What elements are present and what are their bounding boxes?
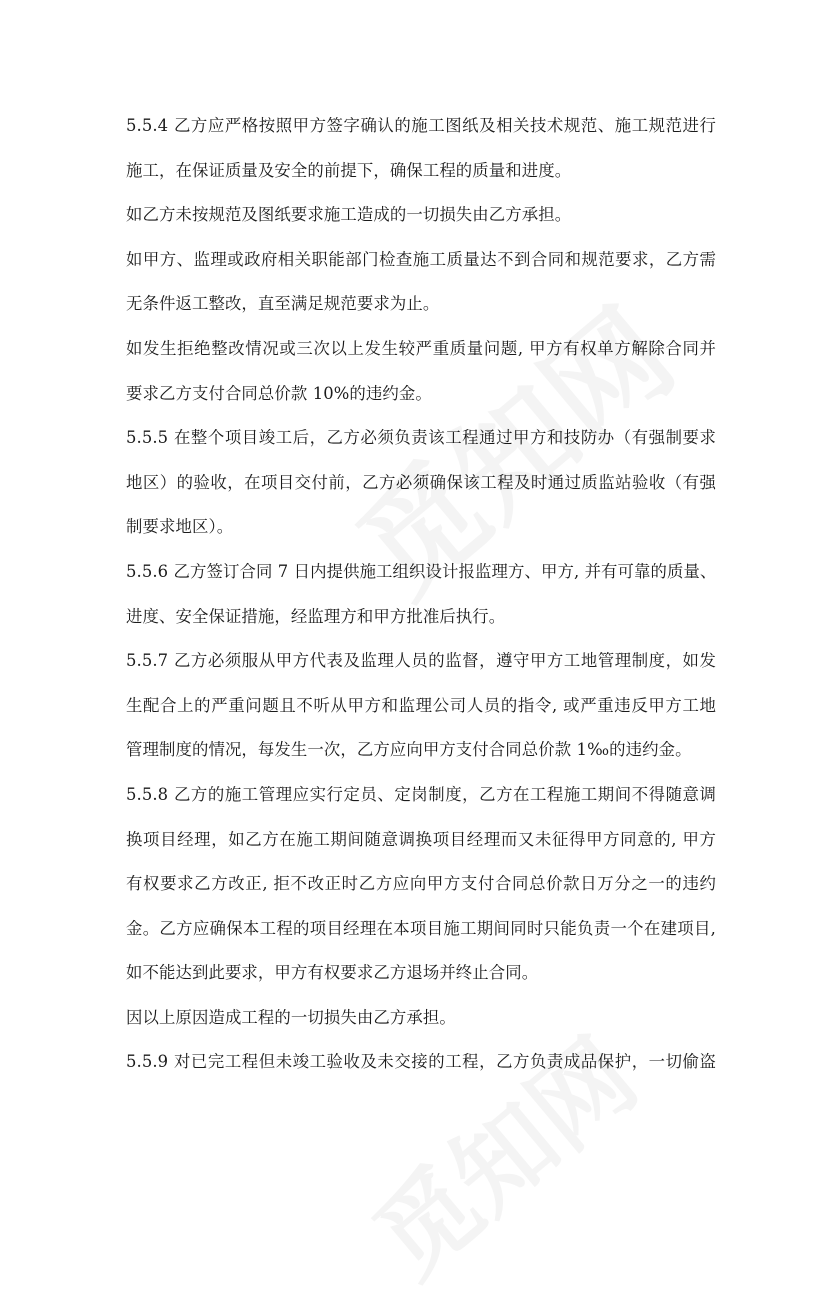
text-line: 进度、安全保证措施，经监理方和甲方批准后执行。 (126, 606, 506, 626)
text-line: 生配合上的严重问题且不听从甲方和监理公司人员的指令, 或严重违反甲方工地 (126, 695, 716, 715)
text-line: 要求乙方支付合同总价款 10%的违约金。 (126, 383, 432, 403)
text-line: 5.5.9 对已完工程但未竣工验收及未交接的工程，乙方负责成品保护，一切偷盗 (126, 1052, 716, 1072)
text-line: 施工，在保证质量及安全的前提下，确保工程的质量和进度。 (126, 160, 572, 180)
text-line: 无条件返工整改，直至满足规范要求为止。 (126, 294, 440, 314)
text-line: 换项目经理，如乙方在施工期间随意调换项目经理而又未征得甲方同意的, 甲方 (126, 829, 716, 849)
text-line: 管理制度的情况，每发生一次，乙方应向甲方支付合同总价款 1‰的违约金。 (126, 740, 692, 760)
text-line: 5.5.6 乙方签订合同 7 日内提供施工组织设计报监理方、甲方, 并有可靠的质量、 (126, 561, 716, 581)
text-line: 5.5.4 乙方应严格按照甲方签字确认的施工图纸及相关技术规范、施工规范进行 (126, 116, 716, 135)
text-line: 5.5.5 在整个项目竣工后，乙方必须负责该工程通过甲方和技防办（有强制要求 (126, 428, 716, 448)
text-line: 5.5.7 乙方必须服从甲方代表及监理人员的监督，遵守甲方工地管理制度，如发 (126, 651, 716, 671)
document-body (126, 104, 716, 1085)
text-line: 有权要求乙方改正, 拒不改正时乙方应向甲方支付合同总价款日万分之一的违约 (126, 874, 716, 894)
text-line: 因以上原因造成工程的一切损失由乙方承担。 (126, 1007, 456, 1027)
text-line: 金。乙方应确保本工程的项目经理在本项目施工期间同时只能负责一个在建项目, (126, 918, 716, 938)
text-line: 如不能达到此要求，甲方有权要求乙方退场并终止合同。 (126, 963, 539, 983)
text-line: 如乙方未按规范及图纸要求施工造成的一切损失由乙方承担。 (126, 205, 572, 225)
text-line: 如发生拒绝整改情况或三次以上发生较严重质量问题, 甲方有权单方解除合同并 (126, 338, 716, 358)
text-line: 如甲方、监理或政府相关职能部门检查施工质量达不到合同和规范要求，乙方需 (126, 249, 716, 269)
text-line: 制要求地区）。 (126, 517, 234, 537)
text-line: 5.5.8 乙方的施工管理应实行定员、定岗制度，乙方在工程施工期间不得随意调 (126, 784, 716, 804)
text-line: 地区）的验收，在项目交付前，乙方必须确保该工程及时通过质监站验收（有强 (126, 472, 716, 492)
